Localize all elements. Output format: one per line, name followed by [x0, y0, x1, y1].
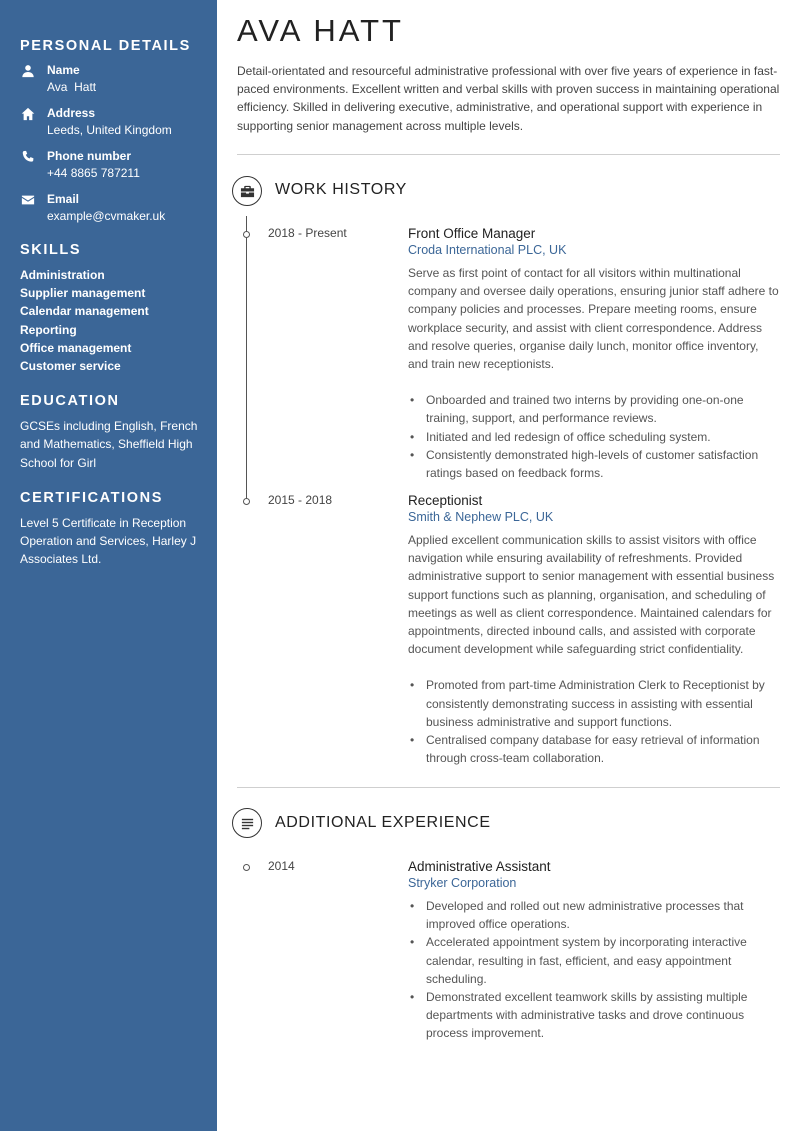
job-entry — [408, 493, 780, 767]
personal-name — [20, 62, 205, 95]
phone-value: +44 8865 787211 — [47, 165, 140, 180]
list-item: • Centralised company database for easy retrieval of information through cross-team collaboration. — [408, 731, 780, 767]
work-history-title: WORK HISTORY — [275, 181, 407, 198]
list-item: • Accelerated appointment system by incorporating interactive calendar, resulting in fast, efficient, and easy appointment scheduling. — [408, 933, 780, 988]
address-value: Leeds, United Kingdom — [47, 122, 172, 137]
list-icon — [232, 808, 262, 838]
mail-icon — [20, 192, 36, 208]
skills-heading: SKILLS — [20, 242, 82, 258]
timeline-dot — [243, 231, 250, 238]
list-item: • Initiated and led redesign of office scheduling system. — [408, 428, 780, 446]
skill-item: Supplier management — [20, 286, 146, 301]
job-entry — [408, 859, 780, 1043]
home-icon — [20, 106, 36, 122]
skill-item: Calendar management — [20, 304, 149, 319]
personal-email — [20, 191, 205, 224]
education-heading: EDUCATION — [20, 393, 120, 410]
timeline-line — [246, 216, 247, 502]
person-icon — [20, 63, 36, 79]
briefcase-icon — [232, 176, 262, 206]
job-title: Receptionist — [408, 493, 483, 508]
job-bullets — [408, 676, 780, 767]
list-item: • Demonstrated excellent teamwork skills by assisting multiple departments with administrative tasks and drove continuous process improvement. — [408, 988, 780, 1043]
skills-section — [20, 242, 205, 375]
job-dates: 2014 — [268, 859, 295, 873]
certifications-section — [20, 490, 205, 569]
list-item: • Onboarded and trained two interns by providing one-on-one training, support, and performance reviews. — [408, 391, 780, 427]
divider — [237, 787, 780, 788]
additional-experience-title: ADDITIONAL EXPERIENCE — [275, 814, 491, 831]
address-label: Address — [47, 106, 96, 120]
name-label: Name — [47, 63, 80, 77]
personal-phone — [20, 148, 205, 181]
phone-icon — [20, 149, 36, 165]
skill-item: Office management — [20, 340, 132, 355]
job-company: Croda International PLC, UK — [408, 243, 567, 257]
divider — [237, 154, 780, 155]
job-title: Administrative Assistant — [408, 859, 551, 874]
job-dates: 2015 - 2018 — [268, 493, 333, 507]
education-section — [20, 393, 205, 472]
job-company: Stryker Corporation — [408, 876, 517, 890]
job-description: Serve as first point of contact for all visitors within multinational company and oversee daily operations, ensuring junior staff adhere to company policies and processes. Prepare meeting rooms, ensure workplace security, and assist with client correspondence. Address and resolve queries, organise daily lunch, monitor office inventory, and train new receptionists. — [408, 266, 779, 372]
sidebar — [0, 0, 217, 1131]
email-label: Email — [47, 192, 80, 206]
profile-summary: Detail-orientated and resourceful administrative professional with over five years of experience in fast-paced environments. Excellent written and verbal skills with proven success in maintaining operational efficiency. Skilled in delivering executive, administrative, and operational support with experience in supporting senior management across multiple levels. — [237, 64, 780, 133]
job-bullets — [408, 897, 780, 1043]
certifications-heading: CERTIFICATIONS — [20, 489, 163, 506]
phone-label: Phone number — [47, 149, 132, 163]
job-bullets — [408, 391, 780, 482]
certifications-text: Level 5 Certificate in Reception Operation and Services, Harley J Associates Ltd. — [20, 515, 197, 567]
candidate-name: AVA HATT — [237, 13, 404, 48]
name-value: Ava Hatt — [47, 79, 97, 94]
personal-address — [20, 105, 205, 138]
job-entry — [408, 226, 780, 482]
job-description: Applied excellent communication skills to assist visitors with office navigation while ensuring availability of refreshments. Provided administrative support to senior management with essential business support functions such as planning, organisation, and scheduling of meetings as well as client correspondence. Maintained calendars for appointments, directed inbound calls, and assisted with corporate document development while safeguarding strict confidentiality. — [408, 533, 775, 657]
timeline-dot — [243, 498, 250, 505]
skill-item: Reporting — [20, 322, 77, 337]
skill-item: Administration — [20, 268, 105, 282]
list-item: • Promoted from part-time Administration Clerk to Receptionist by consistently demonstrating success in assisting with essential business administrative and support functions. — [408, 676, 780, 731]
list-item: • Developed and rolled out new administrative processes that improved office operations. — [408, 897, 780, 933]
list-item: • Consistently demonstrated high-levels of customer satisfaction ratings based on feedback forms. — [408, 446, 780, 482]
job-dates: 2018 - Present — [268, 226, 347, 240]
email-value[interactable]: example@cvmaker.uk — [47, 208, 166, 223]
skill-item: Customer service — [20, 359, 121, 374]
job-title: Front Office Manager — [408, 226, 536, 241]
education-text: GCSEs including English, French and Mathematics, Sheffield High School for Girl — [20, 419, 198, 470]
personal-details-heading: PERSONAL DETAILS — [20, 38, 191, 54]
timeline-dot — [243, 864, 250, 871]
job-company: Smith & Nephew PLC, UK — [408, 510, 554, 524]
